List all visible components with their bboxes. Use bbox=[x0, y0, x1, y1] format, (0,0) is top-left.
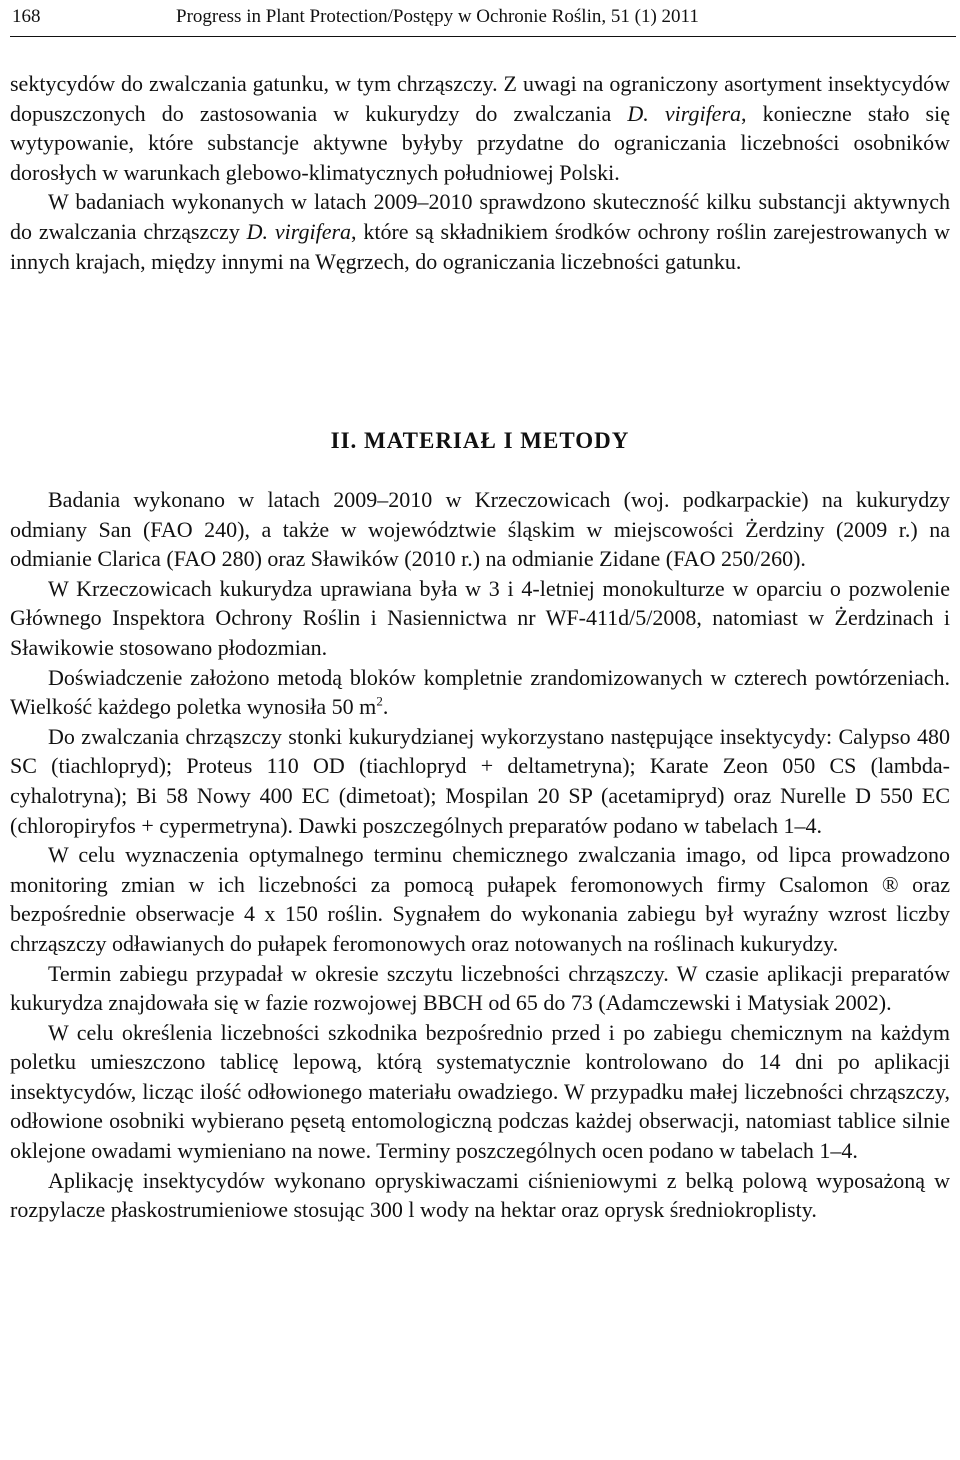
methods-paragraph-2: W Krzeczowicach kukurydza uprawiana była w 3 i 4-letniej monokulturze w oparciu o pozwolenie Głównego Inspektora Ochrony Roślin i Nasiennictwa nr WF-411d/5/2008, natomiast w Żerdzinach i Sławikowie stosowano płodozmian. bbox=[10, 575, 950, 660]
methods-paragraph-5: W celu wyznaczenia optymalnego terminu chemicznego zwalczania imago, od lipca prowadzono monitoring zmian w ich liczebności za pomocą pułapek feromonowych firmy Csalomon ® oraz bezpośrednie obserwacje 4 x 150 roślin. Sygnałem do wykonania zabiegu był wyraźny wzrost liczby chrząszczy odławianych do pułapek feromonowych oraz notowanych na roślinach kukurydzy. bbox=[10, 842, 950, 956]
journal-title: Progress in Plant Protection/Postępy w Ochronie Roślin, 51 (1) 2011 bbox=[176, 6, 699, 27]
methods-text bbox=[10, 485, 950, 1225]
species-name: D. virgifera bbox=[627, 100, 742, 126]
page-number: 168 bbox=[12, 6, 41, 27]
methods-paragraph-7: W celu określenia liczebności szkodnika bezpośrednio przed i po zabiegu chemicznym na każdym poletku umieszczono tablicę lepową, którą systematycznie kontrolowano do 14 dni po aplikacji insektycydów, licząc ilość odłowionego materiału owadziego. W przypadku małej liczebności chrząszczy, odłowione osobniki wybierano pęsetą entomologiczną podczas każdej obserwacji, natomiast tablice silnie oklejone owadami wymieniano na nowe. Terminy poszczególnych ocen podano w tabelach 1–4. bbox=[10, 1019, 950, 1164]
methods-paragraph-6: Termin zabiegu przypadał w okresie szczytu liczebności chrząszczy. W czasie aplikacji preparatów kukurydza znajdowała się w fazie rozwojowej BBCH od 65 do 73 (Adamczewski i Matysiak 2002). bbox=[10, 960, 950, 1016]
methods-paragraph-3: Doświadczenie założono metodą bloków kompletnie zrandomizowanych w czterech powtórzeniach. Wielkość każdego poletka wynosiła 50 $m^2$. bbox=[10, 664, 950, 720]
methods-paragraph-1: Badania wykonano w latach 2009–2010 w Krzeczowicach (woj. podkarpackie) na kukurydzy odmiany San (FAO 240), a także w województwie śląskim w miejscowości Żerdziny (2009 r.) na odmianie Clarica (FAO 280) oraz Sławików (2010 r.) na odmianie Zidane (FAO 250/260). bbox=[10, 487, 950, 572]
intro-text bbox=[10, 69, 950, 276]
section-heading: II. MATERIAŁ I METODY bbox=[330, 428, 630, 453]
running-header bbox=[10, 0, 956, 37]
species-name: D. virgifera bbox=[246, 218, 352, 244]
intro-paragraph-1: sektycydów do zwalczania gatunku, w tym chrząszczy. Z uwagi na ograniczony asortyment insektycydów dopuszczonych do zastosowania w kukurydzy do zwalczania D. virgifera, konieczne stało się wytypowanie, które substancje aktywne byłyby przydatne do ograniczania liczebności osobników dorosłych w warunkach glebowo-klimatycznych południowej Polski. bbox=[10, 71, 950, 185]
superscript: 2 bbox=[376, 693, 383, 709]
methods-paragraph-4: Do zwalczania chrząszczy stonki kukurydzianej wykorzystano następujące insektycydy: Calypso 480 SC (tiachlopryd); Proteus 110 OD (tiachlopryd + deltametryna); Karate Zeon 050 CS (lambda-cyhalotryna); Bi 58 Nowy 400 EC (dimetoat); Mospilan 20 SP (acetamipryd) oraz Nurelle D 550 EC (chloropiryfos + cypermetryna). Dawki poszczególnych preparatów podano w tabelach 1–4. bbox=[10, 723, 950, 838]
intro-paragraph-2: W badaniach wykonanych w latach 2009–2010 sprawdzono skuteczność kilku substancji aktywnych do zwalczania chrząszczy D. virgifera, które są składnikiem środków ochrony roślin zarejestrowanych w innych krajach, między innymi na Węgrzech, do ograniczania liczebności gatunku. bbox=[10, 189, 950, 274]
methods-paragraph-8: Aplikację insektycydów wykonano opryskiwaczami ciśnieniowymi z belką polową wyposażoną w rozpylacze płaskostrumieniowe stosując 300 l wody na hektar oraz oprysk średniokroplisty. bbox=[10, 1167, 950, 1223]
